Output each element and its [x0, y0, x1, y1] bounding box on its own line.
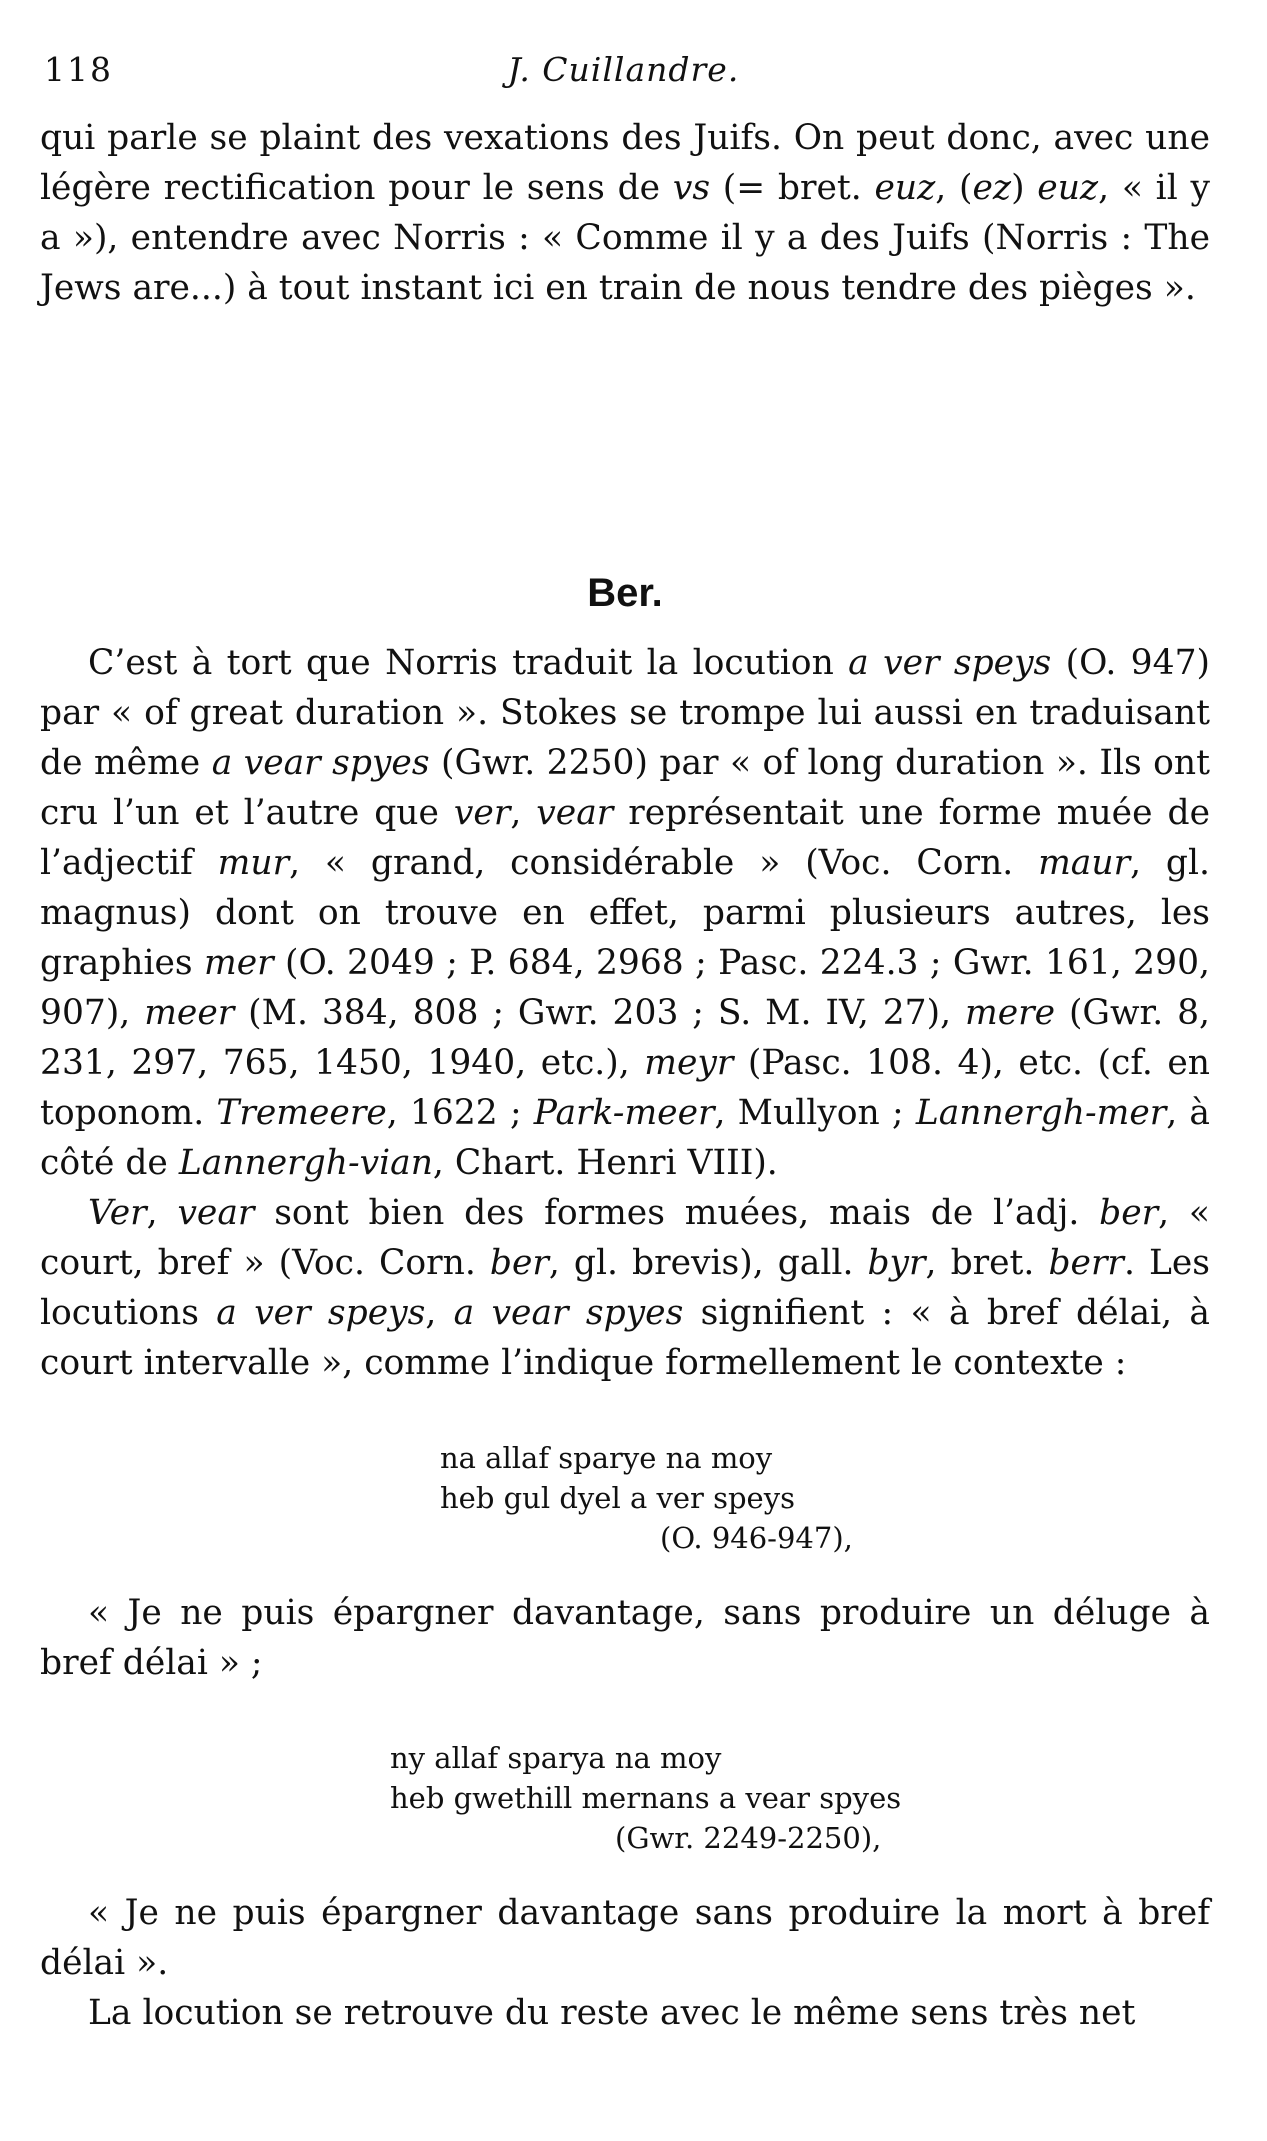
italic-term: a ver speys [216, 1293, 426, 1333]
text-run: , Mullyon ; [714, 1093, 916, 1133]
text-run: (Gwr. 8, 231, 297, 765, 1450, 1940, etc.), [40, 993, 1210, 1083]
italic-term: Tremeere [216, 1093, 387, 1133]
italic-term: Lannergh-mer [915, 1093, 1167, 1133]
verse-reference: (O. 946-947), [660, 1521, 853, 1555]
italic-term: berr [1048, 1243, 1124, 1283]
running-title: J. Cuillandre. [507, 50, 740, 89]
italic-term: euz [1037, 168, 1099, 208]
text-run: , gl. brevis), gall. [548, 1243, 868, 1283]
text-run: sont bien des formes muées, mais de l’adj. [254, 1193, 1100, 1233]
italic-term: ver [453, 793, 511, 833]
italic-term: maur [1038, 843, 1131, 883]
paragraph-juifs [40, 113, 1210, 313]
text-run: , « grand, considérable » (Voc. Corn. [289, 843, 1039, 883]
paragraph-ber-norris [40, 638, 1210, 1188]
page-body [40, 113, 1211, 2033]
text-run: , à côté de [40, 1093, 1210, 1183]
text-run: (M. 384, 808 ; Gwr. 203 ; S. M. IV, 27), [234, 993, 965, 1033]
text-run: (= bret. [710, 168, 875, 208]
text-run: , 1622 ; [386, 1093, 534, 1133]
italic-term: a ver speys [848, 643, 1052, 683]
verse-line: heb gwethill mernans a vear spyes [390, 1781, 902, 1815]
text-run: (O. 2049 ; P. 684, 2968 ; Pasc. 224.3 ; Gwr. 161, 290, 907), [40, 943, 1210, 1033]
italic-term: euz [874, 168, 936, 208]
verse-quote-1 [440, 1438, 853, 1558]
text-run: . Les locutions [40, 1243, 1210, 1333]
text-run: , gl. magnus) dont on trouve en effet, parmi plusieurs autres, les graphies [40, 843, 1210, 983]
italic-term: ez [972, 168, 1012, 208]
text-run: C’est à tort que Norris traduit la locution [88, 643, 849, 683]
text-run: , ( [935, 168, 973, 208]
italic-term: a vear spyes [211, 743, 430, 783]
italic-term: vear [177, 1193, 255, 1233]
italic-term: ber [1099, 1193, 1159, 1233]
paragraph-translation-2: « Je ne puis épargner davantage sans produire la mort à bref délai ». [40, 1893, 1210, 1983]
verse-reference: (Gwr. 2249-2250), [615, 1821, 882, 1855]
italic-term: vs [672, 168, 711, 208]
paragraph-continuation: La locution se retrouve du reste avec le même sens très net [88, 1993, 1136, 2033]
italic-term: meyr [644, 1043, 734, 1083]
italic-term: mur [217, 843, 290, 883]
italic-term: a vear spyes [453, 1293, 684, 1333]
text-run: (O. 947) par « of great duration ». Stokes se trompe lui aussi en traduisant de même [40, 643, 1210, 783]
text-run: (Pasc. 108. 4), etc. (cf. en toponom. [40, 1043, 1211, 1133]
text-run: ) [1011, 168, 1038, 208]
text-run: signifient : « à bref délai, à court intervalle », comme l’indique formellement le contexte : [40, 1293, 1210, 1383]
text-run: , « court, bref » (Voc. Corn. [40, 1193, 1210, 1283]
text-run: , [425, 1293, 454, 1333]
text-run: , « il y a »), entendre avec Norris : « Comme il y a des Juifs (Norris : The Jews are...) à tout instant ici en train de nous tendre des pièges ». [40, 168, 1210, 308]
text-run: représentait une forme muée de l’adjectif [40, 793, 1210, 883]
italic-term: mere [964, 993, 1056, 1033]
section-title: Ber. [587, 571, 663, 615]
verse-line: heb gul dyel a ver speys [440, 1481, 795, 1515]
italic-term: Lannergh-vian [178, 1143, 433, 1183]
italic-term: Ver [88, 1193, 147, 1233]
text-run: , bret. [925, 1243, 1049, 1283]
text-run: (Gwr. 2250) par « of long duration ». Ils ont cru l’un et l’autre que [40, 743, 1211, 833]
italic-term: mer [203, 943, 274, 983]
paragraph-translation-1: « Je ne puis épargner davantage, sans produire un déluge à bref délai » ; [40, 1593, 1210, 1683]
italic-term: byr [867, 1243, 926, 1283]
italic-term: ber [489, 1243, 549, 1283]
running-header [40, 42, 1207, 102]
text-run: , [510, 793, 537, 833]
verse-quote-2 [390, 1738, 901, 1858]
verse-line: na allaf sparye na moy [440, 1441, 773, 1475]
text-run: qui parle se plaint des vexations des Juifs. On peut donc, avec une légère rectification pour le sens de [40, 118, 1210, 208]
page-number: 118 [44, 50, 113, 89]
italic-term: vear [536, 793, 614, 833]
text-run: , Chart. Henri VIII). [432, 1143, 778, 1183]
italic-term: meer [144, 993, 235, 1033]
paragraph-ber-forms [40, 1188, 1210, 1388]
italic-term: Park-meer [533, 1093, 715, 1133]
text-run: , [146, 1193, 178, 1233]
verse-line: ny allaf sparya na moy [390, 1741, 722, 1775]
